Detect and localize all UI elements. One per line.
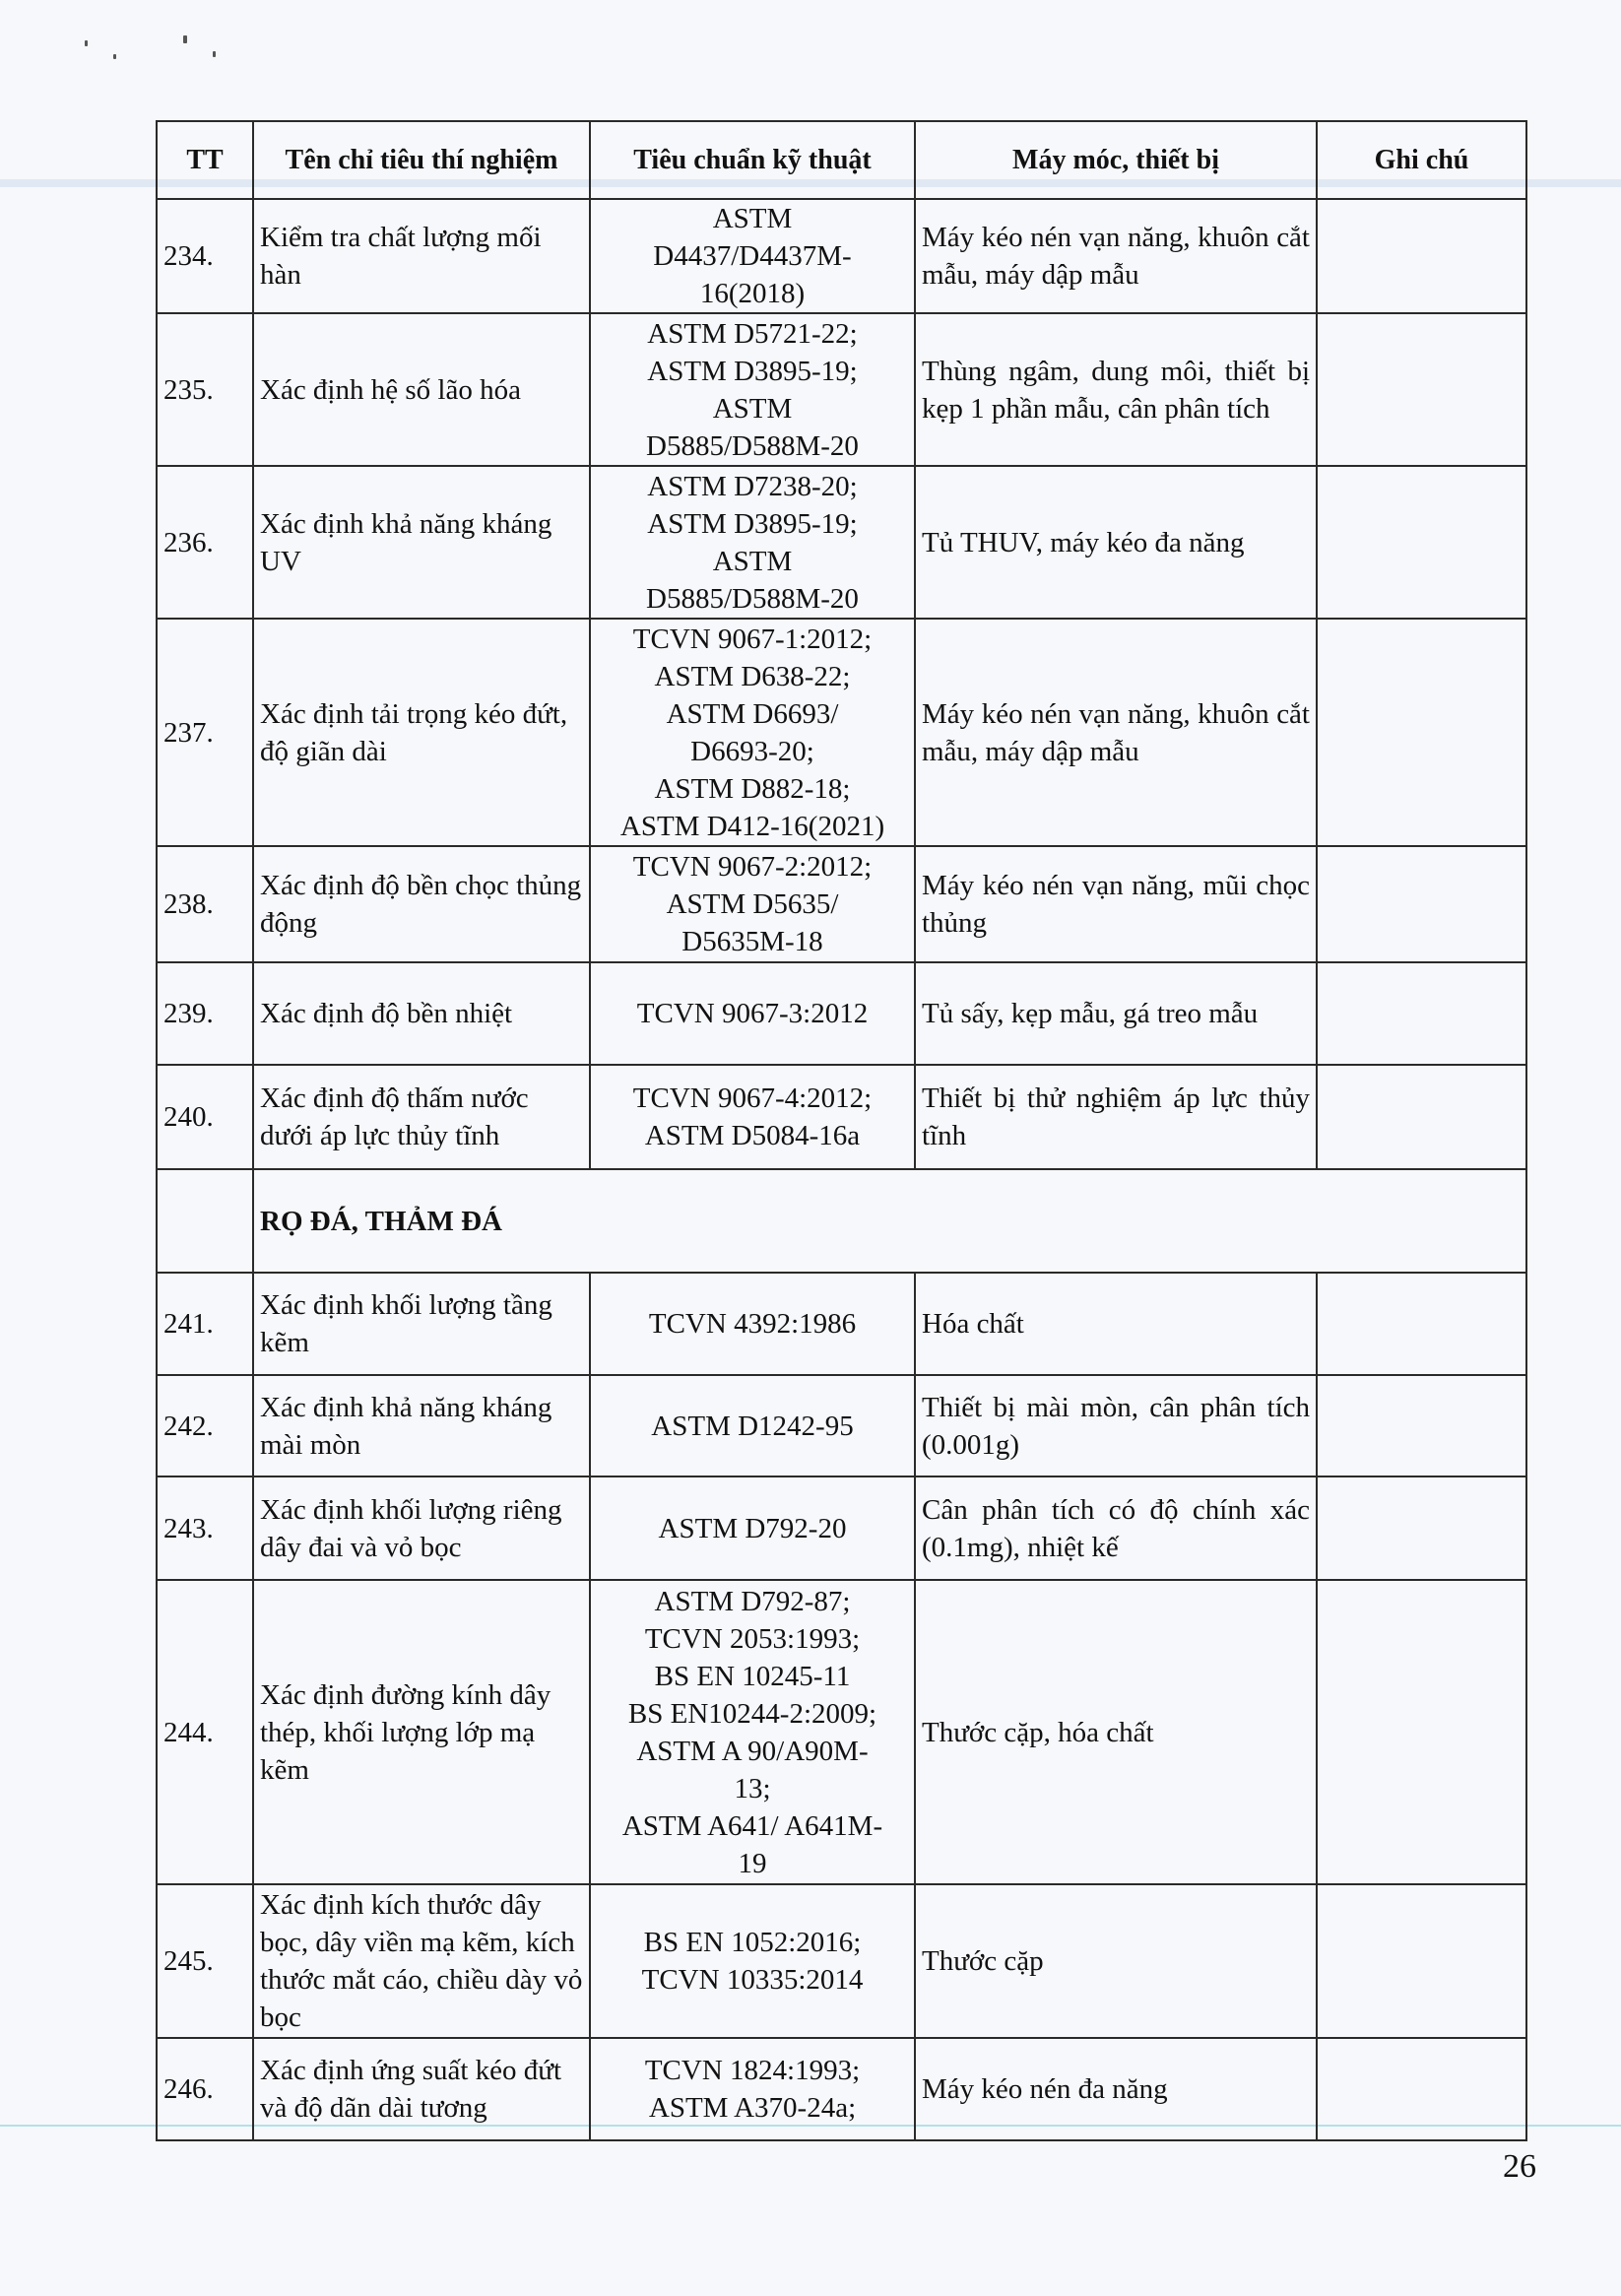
test-name: Xác định kích thước dây bọc, dây viền mạ kẽm, kích thước mắt cáo, chiều dày vỏ bọc [253, 1884, 590, 2038]
note [1317, 1884, 1526, 2038]
test-name: Xác định độ bền chọc thủng động [253, 846, 590, 962]
table-row [157, 962, 1526, 1065]
standard-line: BS EN 1052:2016; [643, 1927, 862, 1958]
standard-line: ASTM D5084-16a [644, 1120, 861, 1151]
scan-speck [183, 35, 187, 43]
equipment: Thước cặp [915, 1884, 1317, 2038]
table-row [157, 313, 1526, 466]
test-name: Xác định khả năng kháng mài mòn [253, 1375, 590, 1476]
standard-line: ASTM D3895-19; [647, 355, 858, 387]
test-name: Xác định khối lượng tầng kẽm [253, 1273, 590, 1375]
standard-line: ASTM D6693/ [666, 697, 839, 730]
equipment: Máy kéo nén vạn năng, khuôn cắt mẫu, máy dập mẫu [915, 619, 1317, 846]
equipment: Máy kéo nén đa năng [915, 2038, 1317, 2140]
equipment: Thiết bị mài mòn, cân phân tích (0.001g) [915, 1375, 1317, 1476]
standard-line: ASTM D792-87; [654, 1585, 851, 1617]
standard-line: ASTM A370-24a; [648, 2092, 857, 2124]
note [1317, 1273, 1526, 1375]
standard-line: 19 [738, 1847, 767, 1879]
standard-line: ASTM D5635/ [666, 888, 839, 920]
header-note: Ghi chú [1317, 121, 1526, 199]
standard-line: ASTM D5721-22; [647, 317, 858, 350]
technical-standard [590, 313, 915, 466]
note [1317, 199, 1526, 313]
technical-standard [590, 466, 915, 619]
table-row [157, 1476, 1526, 1580]
note [1317, 1476, 1526, 1580]
standard-line: ASTM D7238-20; [647, 470, 858, 502]
note [1317, 2038, 1526, 2140]
standard-line: D5885/D588M-20 [646, 582, 859, 615]
header-tt: TT [157, 121, 253, 199]
standard-line: TCVN 9067-4:2012; [632, 1082, 873, 1114]
table-row [157, 1375, 1526, 1476]
row-number: 244. [157, 1580, 253, 1884]
test-standards-table [156, 120, 1527, 2141]
standard-line: ASTM [712, 545, 793, 577]
standard-line: 13; [734, 1772, 771, 1804]
scan-speck [213, 51, 216, 57]
standard-line: TCVN 4392:1986 [648, 1308, 857, 1340]
standard-line: TCVN 10335:2014 [641, 1964, 864, 1996]
row-number: 238. [157, 846, 253, 962]
table-row [157, 466, 1526, 619]
test-name: Kiểm tra chất lượng mối hàn [253, 199, 590, 313]
row-number: 237. [157, 619, 253, 846]
test-name: Xác định khả năng kháng UV [253, 466, 590, 619]
row-number: 236. [157, 466, 253, 619]
header-standard: Tiêu chuẩn kỹ thuật [590, 121, 915, 199]
test-name: Xác định độ thấm nước dưới áp lực thủy tĩnh [253, 1065, 590, 1169]
scan-speck [113, 54, 116, 59]
table-row [157, 846, 1526, 962]
test-name: Xác định đường kính dây thép, khối lượng lớp mạ kẽm [253, 1580, 590, 1884]
table-row [157, 1884, 1526, 2038]
note [1317, 313, 1526, 466]
technical-standard [590, 1375, 915, 1476]
standard-line: ASTM A 90/A90M- [636, 1735, 869, 1767]
section-title: RỌ ĐÁ, THẢM ĐÁ [253, 1169, 1526, 1273]
row-number: 245. [157, 1884, 253, 2038]
row-number: 246. [157, 2038, 253, 2140]
standard-line: ASTM D792-20 [658, 1512, 847, 1544]
equipment: Cân phân tích có độ chính xác (0.1mg), nhiệt kế [915, 1476, 1317, 1580]
technical-standard [590, 2038, 915, 2140]
page-number: 26 [1503, 2148, 1536, 2185]
equipment: Máy kéo nén vạn năng, khuôn cắt mẫu, máy dập mẫu [915, 199, 1317, 313]
test-name: Xác định hệ số lão hóa [253, 313, 590, 466]
test-name: Xác định ứng suất kéo đứt và độ dãn dài tương [253, 2038, 590, 2140]
standard-line: BS EN 10245-11 [654, 1660, 851, 1692]
standard-line: TCVN 2053:1993; [644, 1622, 861, 1655]
standard-line: 16(2018) [699, 278, 806, 309]
standard-line: ASTM A641/ A641M- [621, 1809, 883, 1842]
header-name: Tên chỉ tiêu thí nghiệm [253, 121, 590, 199]
row-number: 240. [157, 1065, 253, 1169]
equipment: Tủ THUV, máy kéo đa năng [915, 466, 1317, 619]
standard-line: TCVN 9067-3:2012 [636, 998, 869, 1029]
equipment: Máy kéo nén vạn năng, mũi chọc thủng [915, 846, 1317, 962]
row-number: 243. [157, 1476, 253, 1580]
equipment: Thùng ngâm, dung môi, thiết bị kẹp 1 phần mẫu, cân phân tích [915, 313, 1317, 466]
technical-standard [590, 619, 915, 846]
technical-standard [590, 1580, 915, 1884]
section-tt-empty [157, 1169, 253, 1273]
note [1317, 962, 1526, 1065]
technical-standard [590, 962, 915, 1065]
standard-line: TCVN 9067-2:2012; [632, 851, 873, 883]
row-number: 234. [157, 199, 253, 313]
row-number: 241. [157, 1273, 253, 1375]
equipment: Tủ sấy, kẹp mẫu, gá treo mẫu [915, 962, 1317, 1065]
table-row [157, 199, 1526, 313]
standard-line: ASTM D638-22; [654, 660, 851, 692]
equipment: Thước cặp, hóa chất [915, 1580, 1317, 1884]
standard-line: BS EN10244-2:2009; [627, 1697, 877, 1730]
note [1317, 1580, 1526, 1884]
table-row [157, 619, 1526, 846]
header-row [157, 121, 1526, 199]
header-equipment: Máy móc, thiết bị [915, 121, 1317, 199]
standard-line: ASTM D1242-95 [651, 1410, 854, 1442]
standard-line: D5635M-18 [681, 926, 823, 957]
note [1317, 846, 1526, 962]
technical-standard [590, 846, 915, 962]
table-row [157, 1065, 1526, 1169]
standard-line: ASTM D412-16(2021) [619, 810, 885, 842]
standard-line: D4437/D4437M- [653, 240, 852, 272]
standard-line: TCVN 1824:1993; [644, 2055, 861, 2086]
standard-line: ASTM [712, 203, 793, 234]
note [1317, 1065, 1526, 1169]
technical-standard [590, 1476, 915, 1580]
equipment: Thiết bị thử nghiệm áp lực thủy tĩnh [915, 1065, 1317, 1169]
equipment: Hóa chất [915, 1273, 1317, 1375]
standard-line: ASTM D882-18; [654, 772, 851, 805]
row-number: 239. [157, 962, 253, 1065]
technical-standard [590, 199, 915, 313]
scan-speck [85, 40, 88, 46]
note [1317, 1375, 1526, 1476]
technical-standard [590, 1065, 915, 1169]
technical-standard [590, 1884, 915, 2038]
standard-line: D6693-20; [690, 735, 814, 767]
standard-line: ASTM [712, 392, 793, 425]
technical-standard [590, 1273, 915, 1375]
test-name: Xác định khối lượng riêng dây đai và vỏ bọc [253, 1476, 590, 1580]
test-name: Xác định độ bền nhiệt [253, 962, 590, 1065]
note [1317, 619, 1526, 846]
table-row [157, 2038, 1526, 2140]
standard-line: ASTM D3895-19; [647, 507, 858, 540]
standard-line: D5885/D588M-20 [646, 429, 859, 462]
row-number: 242. [157, 1375, 253, 1476]
standard-line: TCVN 9067-1:2012; [632, 623, 873, 655]
table-row [157, 1580, 1526, 1884]
section-row [157, 1169, 1526, 1273]
note [1317, 466, 1526, 619]
test-name: Xác định tải trọng kéo đứt, độ giãn dài [253, 619, 590, 846]
row-number: 235. [157, 313, 253, 466]
table-row [157, 1273, 1526, 1375]
